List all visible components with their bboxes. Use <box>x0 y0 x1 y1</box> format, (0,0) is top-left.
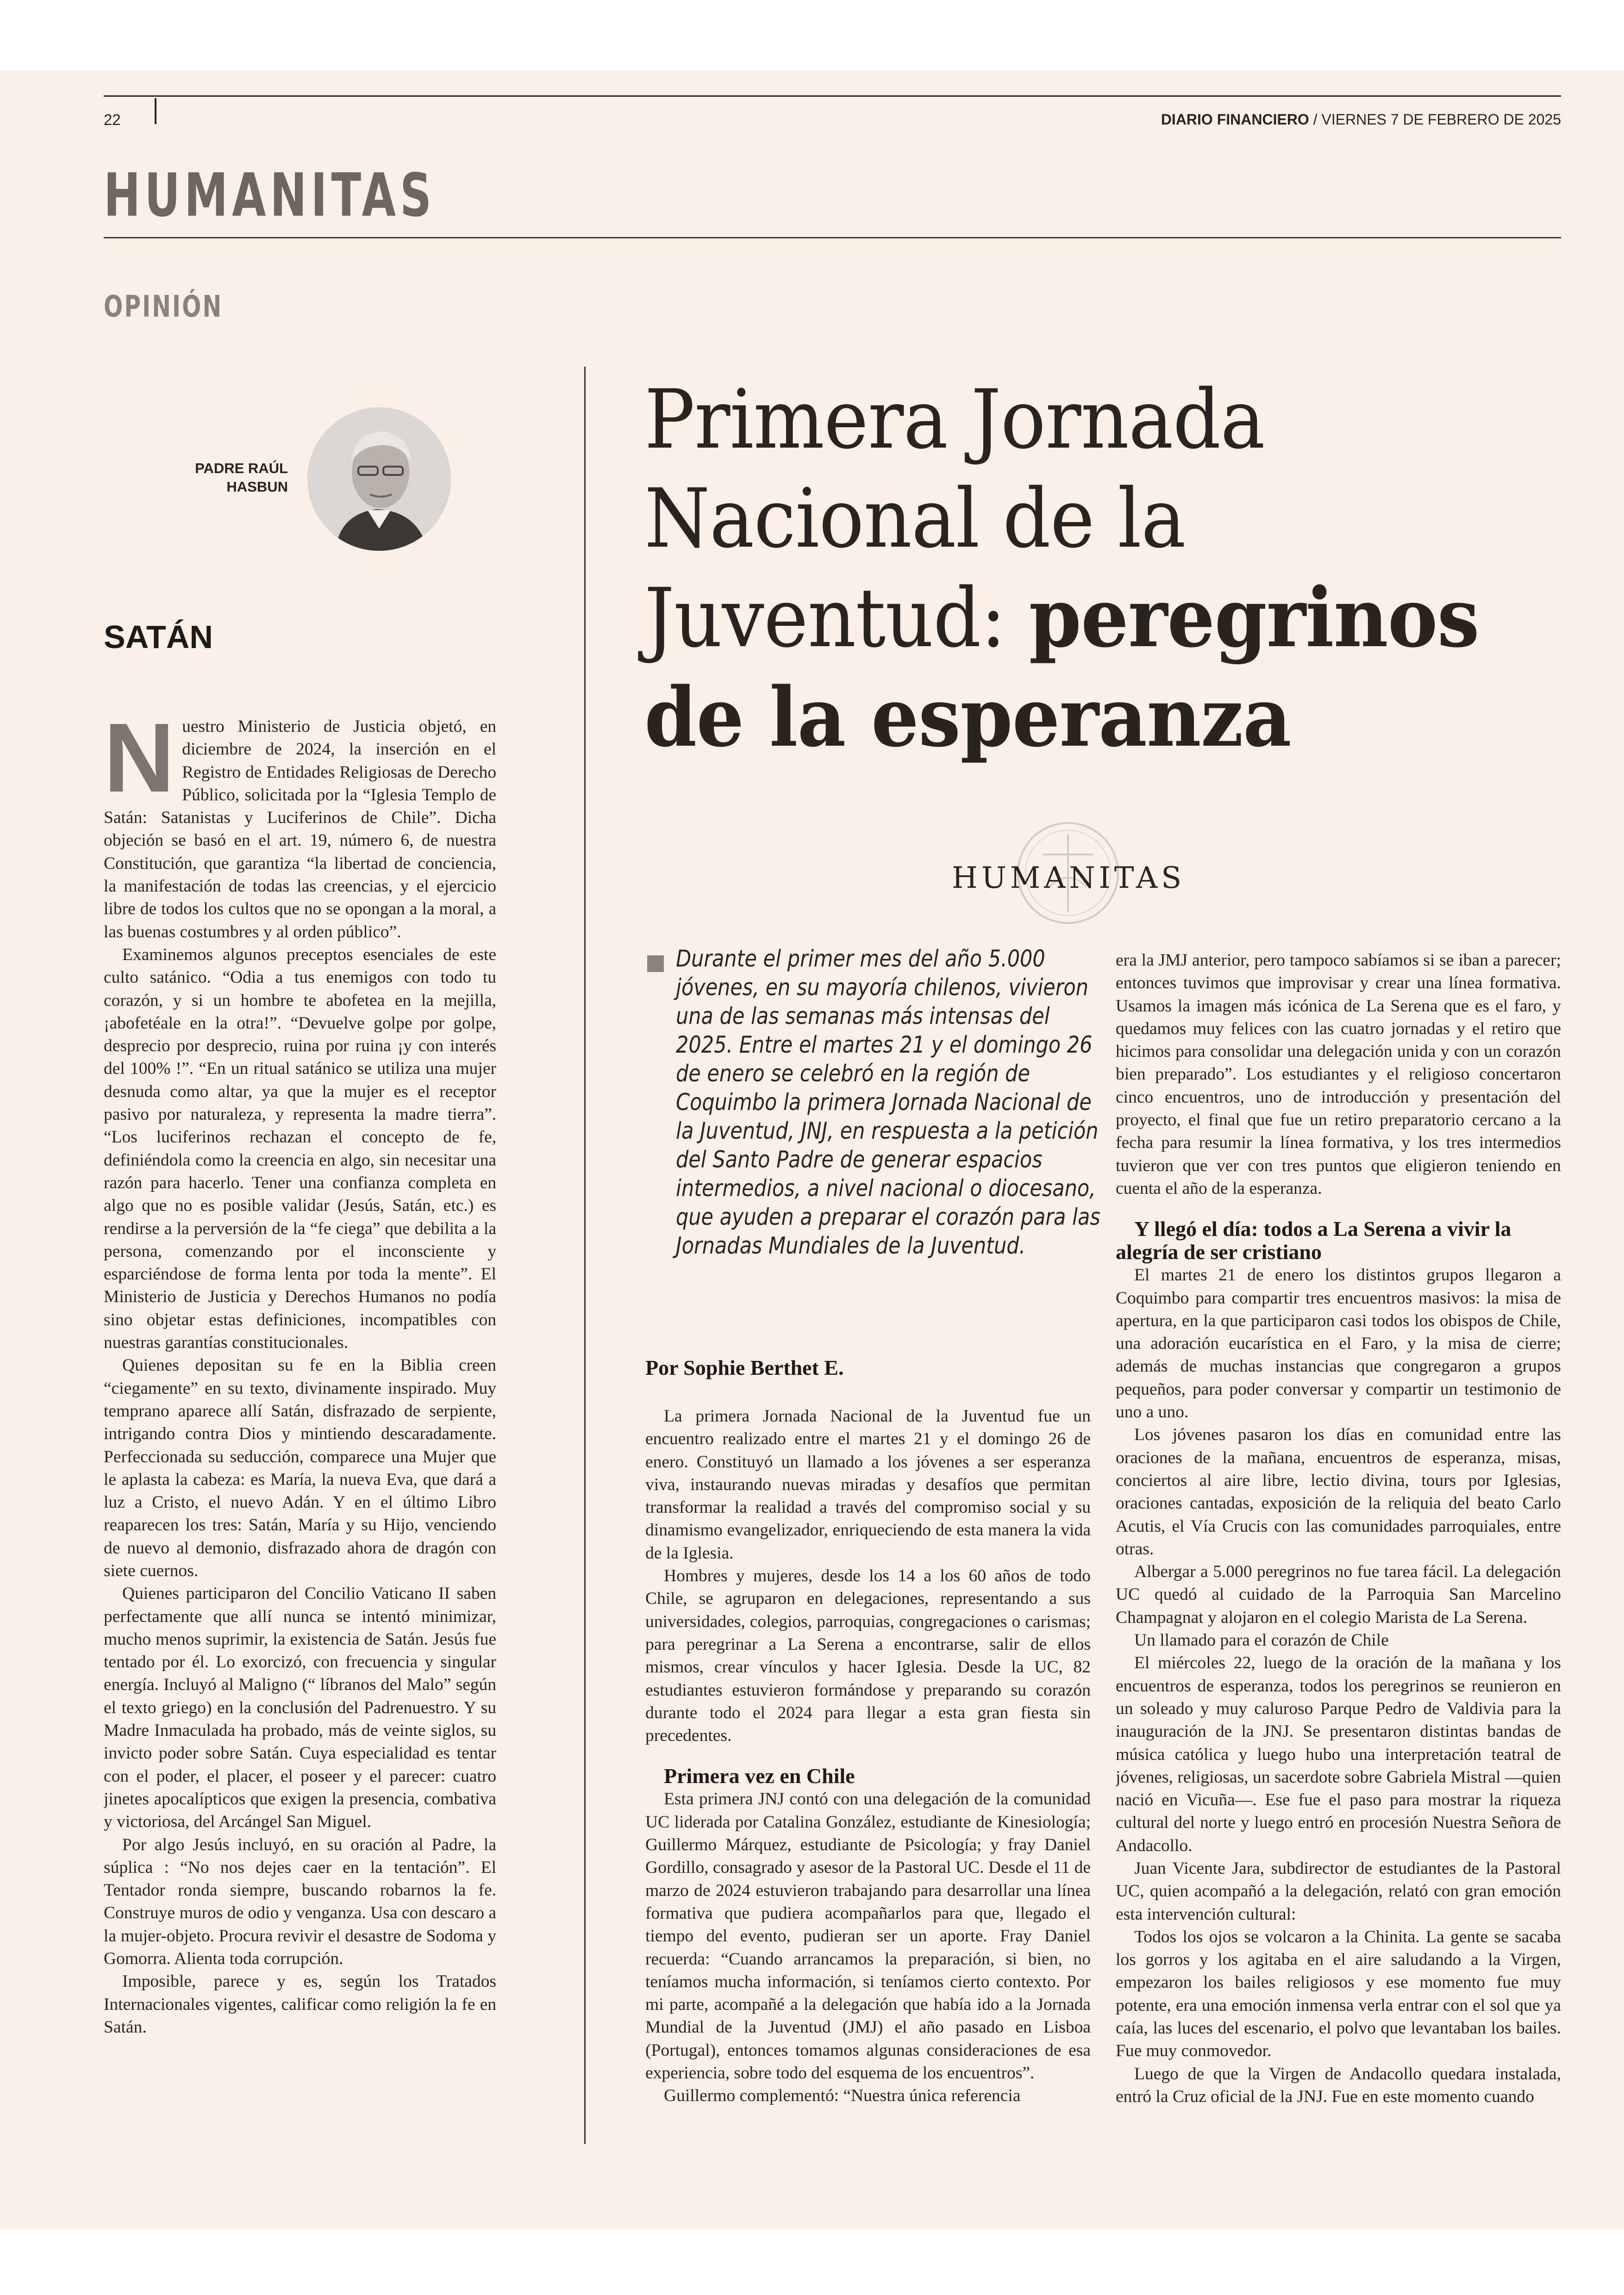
author-portrait <box>307 407 451 551</box>
opinion-paragraph: Quienes participaron del Concilio Vaticano II saben perfectamente que allí nunca se intentó minimizar, mucho menos suprimir, la existencia de Satán. Jesús fue tentado por él. Lo exorcizó, con frecuencia y singular energía. Incluyó al Maligno (“ líbranos del Malo” según el texto griego) en la conclusión del Padrenuestro. Y su Madre Inmaculada ha probado, más de veinte siglos, su invicto poder sobre Satán. Cuya especialidad es tentar con el poder, el placer, el poseer y el parecer: cuatro jinetes apocalípticos que exigen la presencia, combativa y victoriosa, del Arcángel San Miguel. <box>104 1584 496 1832</box>
drop-cap: N <box>104 715 175 812</box>
opinion-paragraph: Quienes depositan su fe en la Biblia creen “ciegamente” en su texto, divinamente inspirado. Muy temprano aparece allí Satán, disfrazado de serpiente, intrigando contra Dios y mintiendo descaradamente. Perfeccionada su seducción, comparece una Mujer que le aplasta la cabeza: es María, la nueva Eva, que dará a luz a Cristo, el nuevo Adán. Y en el último Libro reaparecen los tres: Satán, María y su Hijo, venciendo de nuevo al demonio, disfrazado ahora de dragón con siete cuernos. <box>104 1356 496 1580</box>
article-paragraph: Guillermo complementó: “Nuestra única referencia <box>664 2086 1021 2106</box>
article-byline: Por Sophie Berthet E. <box>645 1356 844 1379</box>
headline-bold: peregrinos de la esperanza <box>644 570 1479 765</box>
article-paragraph: Los jóvenes pasaron los días en comunidad entre las oraciones de la mañana, encuentros de esperanza, misas, conciertos al aire libre, lectio divina, tours por Iglesias, oraciones cantadas, exposición de la reliquia del beato Carlo Acutis, el Vía Crucis con las comunidades parroquiales, entre otras. <box>1116 1425 1561 1559</box>
article-headline <box>644 370 1496 767</box>
article-paragraph: Hombres y mujeres, desde los 14 a los 60 años de todo Chile, se agruparon en delegaciones, representando a sus universidades, colegios, parroquias, congregaciones o carismas; para peregrinar a La Serena a encontrarse, salir de ellos mismos, crear vínculos y hacer Iglesia. Desde la UC, 82 estudiantes estuvieron formándose y preparando su corazón durante todo el 2024 para llegar a esta gran fiesta sin precedentes. <box>645 1566 1091 1746</box>
article-paragraph: Juan Vicente Jara, subdirector de estudiantes de la Pastoral UC, quien acompañó a la delegación, relató con gran emoción esta intervención cultural: <box>1116 1858 1561 1924</box>
dateline <box>1161 111 1561 128</box>
lede-bullet-icon <box>647 955 664 972</box>
article-column-2 <box>1116 949 1561 2145</box>
top-rule <box>104 95 1561 97</box>
section-rule <box>104 237 1561 238</box>
article-paragraph: La primera Jornada Nacional de la Juventud fue un encuentro realizado entre el martes 21 y el domingo 26 de enero. Constituyó un llamado a los jóvenes a ser esperanza viva, instaurando nuevas miradas y desafíos que permitan transformar la realidad a través del compromiso social y su dinamismo evangelizador, enriqueciendo de esta manera la vida de la Iglesia. <box>645 1407 1091 1563</box>
headline-regular: Primera Jornada Nacional de la Juventud: <box>644 372 1265 666</box>
opinion-paragraph: Examinemos algunos preceptos esenciales de este culto satánico. “Odia a tus enemigos con todo tu corazón, y si un hombre te abofetea en la mejilla, ¡abofetéale en la otra!”. “Devuelve golpe por golpe, desprecio por desprecio, ruina por ruina ¡y con interés del 100% !”. “En un ritual satánico se utiliza una mujer desnuda como altar, ya que la mujer es el receptor pasivo por naturaleza, y representa la madre tierra”. “Los luciferinos rechazan el concepto de fe, definiéndola como la creencia en algo, sin necesitar una razón para hacerlo. Tener una confianza completa en algo que no es posible validar (Jesús, Satán, etc.) es rendirse a la perversión de la “fe ciega” que debilita a la persona, comenzando por el inconsciente y esparciéndose de forma lenta por toda la mente”. El Ministerio de Justicia y Derechos Humanos no podía sino objetar estas definiciones, incompatibles con nuestras garantías constitucionales. <box>104 945 496 1353</box>
article-paragraph: Esta primera JNJ contó con una delegación de la comunidad UC liderada por Catalina González, estudiante de Kinesiología; Guillermo Márquez, estudiante de Psicología; y fray Daniel Gordillo, consagrado y asesor de la Pastoral UC. Desde el 11 de marzo de 2024 estuvieron trabajando para desarrollar una línea formativa que pudiera acompañarlos para que, llegado el tiempo del evento, pudieran ser un aporte. Fray Daniel recuerda: “Cuando arrancamos la preparación, si bien, no teníamos mucha información, si teníamos cierto contexto. Por mi parte, acompañé a la delegación que había ido a la Jornada Mundial de la Juventud (JMJ) el año pasado en Lisboa (Portugal), entonces tomamos algunas consideraciones de esa experiencia, sobre todo del esquema de los encuentros”. <box>645 1790 1091 2083</box>
article-subhead: Primera vez en Chile <box>664 1764 855 1788</box>
author-line-2: HASBUN <box>226 479 288 495</box>
article-paragraph: Todos los ojos se volcaron a la Chinita. La gente se sacaba los gorros y los agitaba en el aire saludando a la Virgen, empezaron los bailes religiosos y ese momento fue muy potente, era una emoción inmensa verla entrar con el sol que ya caía, las luces del escenario, el polvo que levantaban los bailes. Fue muy conmovedor. <box>1116 1927 1561 2061</box>
article-paragraph: El miércoles 22, luego de la oración de la mañana y los encuentros de esperanza, todos los peregrinos se reunieron en un soleado y muy caluroso Parque Pedro de Valdivia para la inauguración de la JNJ. Se presentaron distintas bandas de música católica y luego hubo una interpretación teatral de jóvenes, religiosas, un sacerdote sobre Gabriela Mistral —quien nació en Vicuña—. Ese fue el paso para mostrar la riqueza cultural del norte y luego entró en procesión Nuestra Señora de Andacollo. <box>1116 1653 1561 1855</box>
page-number: 22 <box>104 111 121 128</box>
article-subhead: Y llegó el día: todos a La Serena a vivir la alegría de ser cristiano <box>1116 1217 1512 1264</box>
article-paragraph: Luego de que la Virgen de Andacollo quedara instalada, entró la Cruz oficial de la JNJ. Fue en este momento cuando <box>1116 2064 1561 2106</box>
publication-name: DIARIO FINANCIERO <box>1161 111 1309 128</box>
opinion-body <box>104 715 496 2058</box>
opinion-paragraph: Por algo Jesús incluyó, en su oración al Padre, la súplica : “No nos dejes caer en la tentación”. El Tentador ronda siempre, buscando robarnos la fe. Construye muros de odio y venganza. Usa con descaro a la mujer-objeto. Procura revivir el desastre de Sodoma y Gomorra. Alienta toda corrupción. <box>104 1835 496 1969</box>
article-paragraph: Albergar a 5.000 peregrinos no fue tarea fácil. La delegación UC quedó al cuidado de la Parroquia San Marcelino Champagnat y alojaron en el colegio Marista de La Serena. <box>1116 1562 1561 1627</box>
column-divider <box>584 367 586 2144</box>
section-title: HUMANITAS <box>104 161 436 230</box>
article-column-1 <box>645 1405 1091 2145</box>
opinion-title: SATÁN <box>104 619 213 655</box>
author-portrait-image <box>307 407 451 551</box>
author-line-1: PADRE RAÚL <box>195 460 288 476</box>
article-lede: Durante el primer mes del año 5.000 jóvenes, en su mayoría chilenos, vivieron una de las semanas más intensas del 2025. Entre el martes 21 y el domingo 26 de enero se celebró en la región de Coquimbo la primera Jornada Nacional de la Juventud, JNJ, en respuesta a la petición del Santo Padre de generar espacios intermedios, a nivel nacional o diocesano, que ayuden a preparar el corazón para las Jornadas Mundiales de la Juventud. <box>676 945 1100 1259</box>
article-paragraph: El martes 21 de enero los distintos grupos llegaron a Coquimbo para compartir tres encuentros masivos: la misa de apertura, en la que participaron casi todos los obispos de Chile, una adoración eucarística en el Faro, y la misa de cierre; además de muchas instancias que congregaron a grupos pequeños, para poder conversar y compartir un testimonio de uno a uno. <box>1116 1266 1561 1422</box>
author-name <box>139 459 288 496</box>
humanitas-logo-text: HUMANITAS <box>952 861 1186 895</box>
article-paragraph: era la JMJ anterior, pero tampoco sabíamos si se iban a parecer; entonces tuvimos que improvisar y crear una línea formativa. Usamos la imagen más icónica de La Serena que es el faro, y quedamos muy felices con las cuatro jornadas y el retiro que hicimos para consolidar una delegación unida y con un corazón bien preparado”. Los estudiantes y el religioso concertaron cinco encuentros, uno de introducción y presentación del proyecto, el final que fue un retiro preparatorio cercano a la fecha para resumir la línea formativa, y los tres intermedios tuvieron que ver con tres puntos que eligieron teniendo en cuenta el año de la esperanza. <box>1116 951 1561 1198</box>
page-number-divider <box>155 98 156 124</box>
opinion-label: OPINIÓN <box>104 290 223 324</box>
article-paragraph: Un llamado para el corazón de Chile <box>1134 1631 1389 1650</box>
issue-date: / VIERNES 7 DE FEBRERO DE 2025 <box>1309 111 1561 128</box>
opinion-paragraph: Imposible, parece y es, según los Tratados Internacionales vigentes, calificar como religión la fe en Satán. <box>104 1972 496 2037</box>
opinion-paragraph: Nuestro Ministerio de Justicia objetó, en diciembre de 2024, la inserción en el Registro de Entidades Religiosas de Derecho Público, solicitada por la “Iglesia Templo de Satán: Satanistas y Luciferinos de Chile”. Dicha objeción se basó en el art. 19, número 6, de nuestra Constitución, que garantiza “la libertad de conciencia, la manifestación de todas las creencias, y el ejercicio libre de todos los cultos que no se opongan a la moral, a las buenas costumbres y al orden público”. <box>104 715 496 942</box>
